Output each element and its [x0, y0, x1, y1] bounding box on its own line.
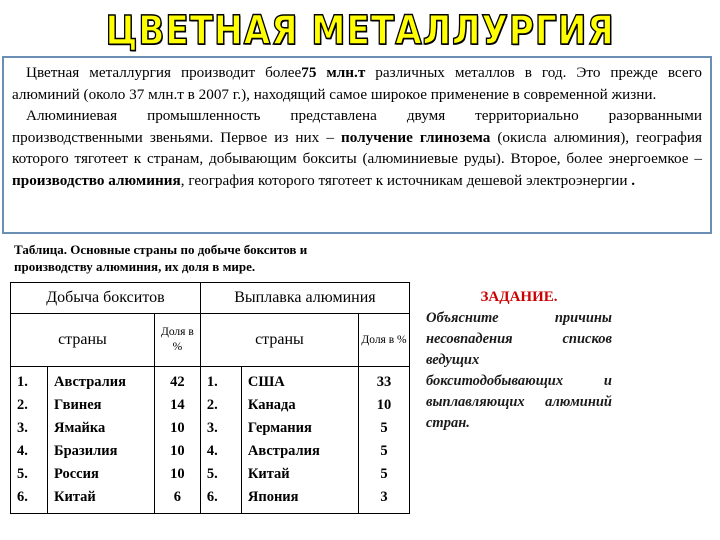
left-share-header: Доля в % [154, 314, 200, 367]
task-heading: ЗАДАНИЕ. [480, 289, 558, 305]
task-body: Объясните причины несовпадения списков ведущих бокситодобывающих и выплавляющих алюминий стран. [426, 310, 612, 431]
bauxite-header: Добыча бокситов [11, 283, 201, 314]
task-box [426, 287, 612, 434]
intro-text-box [2, 56, 712, 234]
right-rank-column: 1. 2. 3. 4. 5. 6. [200, 367, 241, 514]
right-countries-header: страны [200, 314, 358, 367]
right-share-header: Доля в % [359, 314, 410, 367]
left-countries-header: страны [11, 314, 155, 367]
countries-table [10, 282, 410, 514]
paragraph-1: Цветная металлургия производит более75 млн.т различных металлов в год. Это прежде всего алюминий (около 37 млн.т в 2007 г.), находящий самое широкое применение в современной жизни. [12, 64, 703, 103]
left-country-column: Австралия Гвинея Ямайка Бразилия Россия Китай [48, 367, 155, 514]
left-share-column: 42 14 10 10 10 6 [154, 367, 200, 514]
left-rank-column: 1. 2. 3. 4. 5. 6. [11, 367, 48, 514]
right-country-column: США Канада Германия Австралия Китай Япония [241, 367, 358, 514]
table-caption: Таблица. Основные страны по добыче бокситов и производству алюминия, их доля в мире. [14, 242, 308, 274]
page-title: ЦВЕТНАЯ МЕТАЛЛУРГИЯ [105, 8, 615, 54]
paragraph-2: Алюминиевая промышленность представлена двумя территориально разорванными производственными звеньями. Первое из них – получение глинозема (окисла алюминия), география которого тяготеет к странам, добывающим бокситы (алюминиевые руды). Второе, более энергоемкое – производство алюминия, география которого тяготеет к источникам дешевой электроэнергии . [12, 107, 702, 189]
right-share-column: 33 10 5 5 5 3 [359, 367, 410, 514]
aluminium-header: Выплавка алюминия [200, 283, 409, 314]
